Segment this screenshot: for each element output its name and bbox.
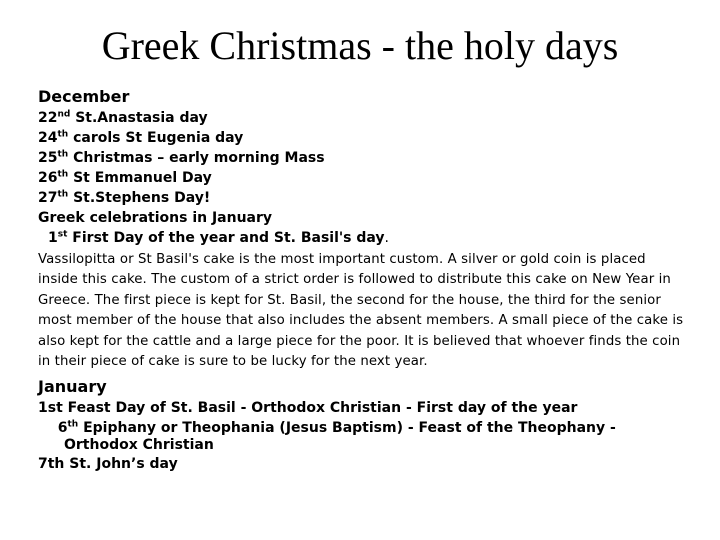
december-item-27: 27th St.Stephens Day! <box>38 189 211 206</box>
january-item-1: 1st Feast Day of St. Basil - Orthodox Christian - First day of the year <box>38 400 578 417</box>
first-day-line: 1st First Day of the year and St. Basil's day. <box>48 229 389 246</box>
vassilopitta-paragraph: Vassilopitta or St Basil's cake is the most important custom. A silver or gold coin is placed inside this cake. The custom of a strict order is followed to distribute this cake on New Year in Greece. The first piece is kept for St. Basil, the second for the house, the third for the senior most member of the house that also includes the absent members. A small piece of the cake is also kept for the cattle and a large piece for the poor. It is believed that whoever finds the coin in their piece of cake is sure to be lucky for the next year. <box>38 252 684 370</box>
slide-title: Greek Christmas - the holy days <box>101 23 619 68</box>
december-item-25: 25th Christmas – early morning Mass <box>38 149 325 166</box>
january-celebrations-heading: Greek celebrations in January <box>38 210 273 226</box>
december-item-22: 22nd St.Anastasia day <box>38 109 208 126</box>
january-heading: January <box>38 377 107 397</box>
january-item-7: 7th St. John’s day <box>38 456 178 473</box>
december-item-26: 26th St Emmanuel Day <box>38 169 212 186</box>
december-item-24: 24th carols St Eugenia day <box>38 129 244 146</box>
december-heading: December <box>38 87 130 106</box>
january-item-6: 6th Epiphany or Theophania (Jesus Baptism) - Feast of the Theophany - Orthodox Christian <box>57 419 616 454</box>
slide-body <box>38 86 688 474</box>
